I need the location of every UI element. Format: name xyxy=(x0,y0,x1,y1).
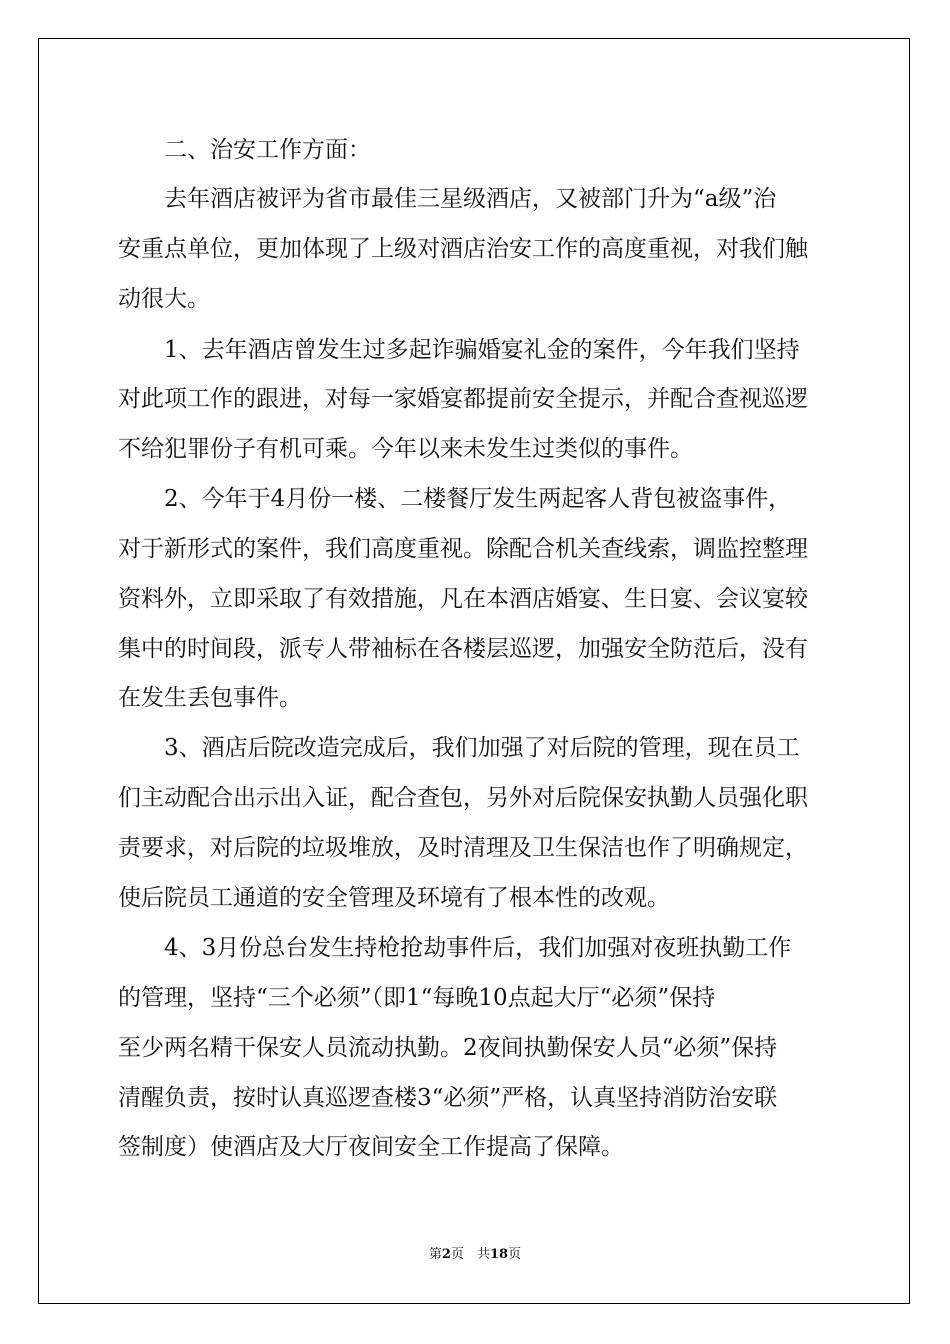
footer-suffix: 页 xyxy=(508,1247,522,1262)
text-line: 在发生丢包事件。 xyxy=(118,685,302,711)
text-line: 不给犯罪份子有机可乘。今年以来未发生过类似的事件。 xyxy=(118,436,693,462)
footer-prefix: 第 xyxy=(428,1247,442,1262)
total-page-count: 18 xyxy=(489,1247,509,1262)
text-line: 3、酒店后院改造完成后，我们加强了对后院的管理，现在员工 xyxy=(118,735,800,761)
text-line: 清醒负责，按时认真巡逻查楼3“必须”严格，认真坚持消防治安联 xyxy=(118,1085,778,1111)
current-page-number: 2 xyxy=(441,1247,451,1262)
text-line: 资料外，立即采取了有效措施，凡在本酒店婚宴、生日宴、会议宴较 xyxy=(118,586,808,612)
text-line: 对此项工作的跟进，对每一家婚宴都提前安全提示，并配合查视巡逻 xyxy=(118,386,808,412)
section-heading: 二、治安工作方面： xyxy=(118,137,371,163)
text-line: 2、今年于4月份一楼、二楼餐厅发生两起客人背包被盗事件， xyxy=(118,486,792,512)
text-line: 签制度）使酒店及大厅夜间安全工作提高了保障。 xyxy=(118,1134,624,1160)
text-line: 动很大。 xyxy=(118,286,210,312)
text-line: 4、3月份总台发生持枪抢劫事件后，我们加强对夜班执勤工作 xyxy=(118,935,792,961)
text-line: 对于新形式的案件，我们高度重视。除配合机关查线索，调监控整理 xyxy=(118,536,808,562)
text-line: 使后院员工通道的安全管理及环境有了根本性的改观。 xyxy=(118,885,670,911)
text-line: 的管理，坚持“三个必须”（即1“每晚10点起大厅“必须”保持 xyxy=(118,985,716,1011)
page-border xyxy=(38,38,910,1304)
text-line: 安重点单位，更加体现了上级对酒店治安工作的高度重视，对我们触 xyxy=(118,236,808,262)
text-line: 去年酒店被评为省市最佳三星级酒店，又被部门升为“a级”治 xyxy=(118,186,777,212)
page-footer xyxy=(0,1246,950,1264)
text-line: 至少两名精干保安人员流动执勤。2夜间执勤保安人员“必须”保持 xyxy=(118,1035,778,1061)
text-line: 们主动配合出示出入证，配合查包，另外对后院保安执勤人员强化职 xyxy=(118,785,808,811)
text-line: 集中的时间段，派专人带袖标在各楼层巡逻，加强安全防范后，没有 xyxy=(118,636,808,662)
footer-middle: 页 共 xyxy=(450,1247,490,1262)
text-line: 1、去年酒店曾发生过多起诈骗婚宴礼金的案件，今年我们坚持 xyxy=(118,337,800,363)
text-line: 责要求，对后院的垃圾堆放，及时清理及卫生保洁也作了明确规定， xyxy=(118,835,808,861)
